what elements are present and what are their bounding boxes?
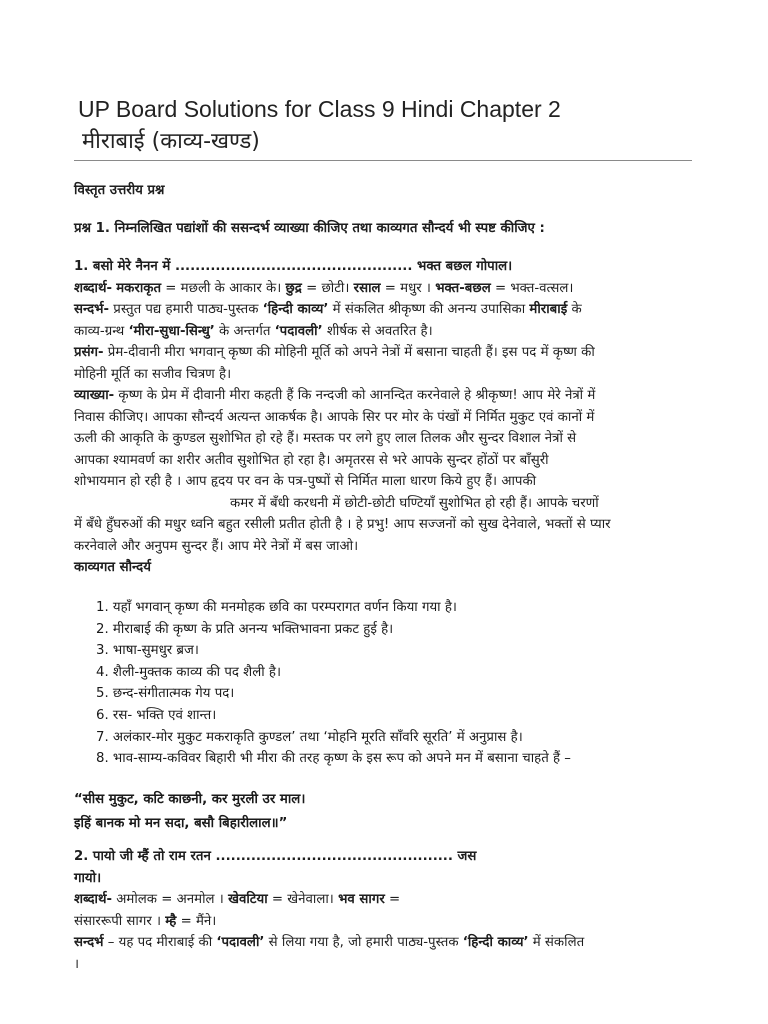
item2-shabdarth-cont — [74, 911, 694, 933]
text: में संकलित — [528, 935, 585, 950]
word: छुद्र — [285, 280, 302, 296]
text: काव्य-ग्रन्थ — [74, 323, 129, 339]
item1-sandarbh-cont — [74, 321, 694, 343]
shabdarth-label: शब्दार्थ- — [74, 280, 112, 296]
item1-prasang-cont: मोहिनी मूर्ति का सजीव चित्रण है। — [74, 366, 232, 382]
text: = — [384, 892, 401, 907]
padavali-name: ‘पदावली’ — [274, 323, 323, 339]
text: के अन्तर्गत — [214, 323, 275, 339]
text: = मैंने। — [176, 913, 217, 929]
doha-quote — [74, 788, 305, 836]
vyakhya-line: आपका श्यामवर्ण का शरीर अतीव सुशोभित हो रहा है। अमृतरस से भरे आपके सुन्दर होंठों पर बाँसुरी — [74, 452, 549, 468]
vyakhya-line: ऊली की आकृति के कुण्डल सुशोभित हो रहे हैं। मस्तक पर लगे हुए लाल तिलक और सुन्दर विशाल नेत्रों से — [74, 431, 577, 446]
vyakhya-line: करनेवाले और अनुपम सुन्दर हैं। आप मेरे नेत्रों में बस जाओ। — [74, 538, 359, 554]
text: प्रस्तुत पद्य हमारी पाठ्य-पुस्तक — [109, 302, 263, 317]
list-item: 6. रस- भक्ति एवं शान्त। — [96, 707, 217, 723]
item1-shabdarth — [74, 278, 694, 300]
sandarbh-label: सन्दर्भ — [74, 935, 104, 950]
text: = खेनेवाला। — [267, 892, 334, 907]
meaning: = भक्त-वत्सल। — [490, 280, 574, 296]
kavyagat-heading: काव्यगत सौन्दर्य — [74, 560, 151, 575]
section-heading: विस्तृत उत्तरीय प्रश्न — [74, 183, 165, 198]
granth-name: ‘मीरा-सुधा-सिन्धु’ — [128, 323, 215, 339]
question-heading: प्रश्न 1. निम्नलिखित पद्यांशों की ससन्दर्भ व्याख्या कीजिए तथा काव्यगत सौन्दर्य भी स्पष्ट कीजिए : — [74, 221, 545, 236]
list-item: 7. अलंकार-मोर मुकुट मकराकृति कुण्डल’ तथा ‘मोहनि मूरति साँवरि सूरति’ में अनुप्रास है। — [96, 729, 523, 745]
text: शीर्षक से अवतरित है। — [322, 323, 433, 339]
item2-sandarbh — [74, 932, 694, 954]
word: खेवटिया — [228, 892, 268, 907]
item2-heading: 2. पायो जी म्हैं तो राम रतन ............................................... जस — [74, 849, 477, 864]
item1-vyakhya — [74, 385, 694, 407]
vyakhya-line: कमर में बँधी करधनी में छोटी-छोटी घण्टियाँ सुशोभित हो रही हैं। आपके चरणों — [230, 495, 599, 511]
meaning: = छोटी। — [301, 280, 350, 296]
item2-sandarbh-cont: । — [74, 956, 80, 972]
page-title: UP Board Solutions for Class 9 Hindi Chapter 2 — [78, 96, 561, 122]
item2-shabdarth — [74, 889, 694, 911]
list-item: 5. छन्द-संगीतात्मक गेय पद। — [96, 686, 235, 702]
chapter-title: मीराबाई (काव्य-खण्ड) — [82, 129, 260, 154]
meaning: = मछली के आकार के। — [161, 280, 282, 296]
kavyagat-list — [96, 597, 571, 770]
meaning: = मधुर । — [380, 280, 431, 296]
item1-heading: 1. बसो मेरे नैनन में ............................................... भक्त बछल गोपाल। — [74, 259, 513, 274]
title-divider — [74, 160, 692, 161]
item1-prasang — [74, 342, 694, 364]
word: रसाल — [353, 280, 381, 296]
word: मकराकृत — [116, 280, 162, 296]
sandarbh-label: सन्दर्भ- — [74, 302, 110, 317]
text: प्रेम-दीवानी मीरा भगवान् कृष्ण की मोहिनी मूर्ति को अपने नेत्रों में बसाना चाहती हैं। इस पद में कृष्ण की — [103, 345, 595, 360]
item1-sandarbh — [74, 299, 694, 321]
quote-line: “सीस मुकुट, कटि काछनी, कर मुरली उर माल। — [74, 792, 306, 807]
vyakhya-line: शोभायमान हो रही है । आप हृदय पर वन के पत्र-पुष्पों से निर्मित माला धारण किये हुए हैं। आपकी — [74, 474, 537, 489]
vyakhya-label: व्याख्या- — [74, 388, 115, 403]
text: कृष्ण के प्रेम में दीवानी मीरा कहती हैं कि नन्दजी को आनन्दित करनेवाले हे श्रीकृष्ण! आप मेरे नेत्रों में — [114, 388, 596, 403]
text: – यह पद मीराबाई की — [103, 935, 217, 950]
list-item: 2. मीराबाई की कृष्ण के प्रति अनन्य भक्तिभावना प्रकट हुई है। — [96, 621, 394, 637]
text: के — [567, 302, 582, 317]
text: से लिया गया है, जो हमारी पाठ्य-पुस्तक — [264, 935, 463, 950]
poet-name: मीराबाई — [529, 302, 568, 317]
word: म्है — [165, 913, 177, 929]
book-name: ‘हिन्दी काव्य’ — [462, 935, 529, 950]
word: भक्त-बछल — [435, 280, 491, 296]
vyakhya-line: निवास कीजिए। आपका सौन्दर्य अत्यन्त आकर्षक है। आपके सिर पर मोर के पंखों में निर्मित मुकुट एवं कानों में — [74, 409, 595, 425]
list-item: 1. यहाँ भगवान् कृष्ण की मनमोहक छवि का परम्परागत वर्णन किया गया है। — [96, 600, 457, 615]
text: अमोलक = अनमोल । — [112, 892, 224, 907]
list-item: 8. भाव-साम्य-कविवर बिहारी भी मीरा की तरह कृष्ण के इस रूप को अपने मन में बसाना चाहते हैं – — [96, 751, 571, 767]
text: संसाररूपी सागर । — [74, 913, 162, 929]
item1-block — [74, 256, 694, 579]
book-name: ‘हिन्दी काव्य’ — [262, 302, 329, 317]
padavali-name: ‘पदावली’ — [216, 935, 265, 950]
list-item: 3. भाषा-सुमधुर ब्रज। — [96, 643, 199, 659]
text: में संकलित श्रीकृष्ण की अनन्य उपासिका — [328, 302, 530, 317]
vyakhya-line: में बँधे हुँघरुओं की मधुर ध्वनि बहुत रसीली प्रतीत होती है । हे प्रभु! आप सज्जनों को सुख देनेवाले, भक्तों से प्यार — [74, 517, 611, 532]
shabdarth-label: शब्दार्थ- — [74, 892, 112, 907]
prasang-label: प्रसंग- — [74, 345, 104, 360]
quote-line: इहिं बानक मो मन सदा, बसौ बिहारीलाल॥” — [74, 816, 288, 831]
list-item: 4. शैली-मुक्तक काव्य की पद शैली है। — [96, 664, 282, 680]
item2-heading-cont: गायो। — [74, 870, 102, 886]
item2-block — [74, 846, 694, 975]
word: भव सागर — [338, 892, 385, 907]
